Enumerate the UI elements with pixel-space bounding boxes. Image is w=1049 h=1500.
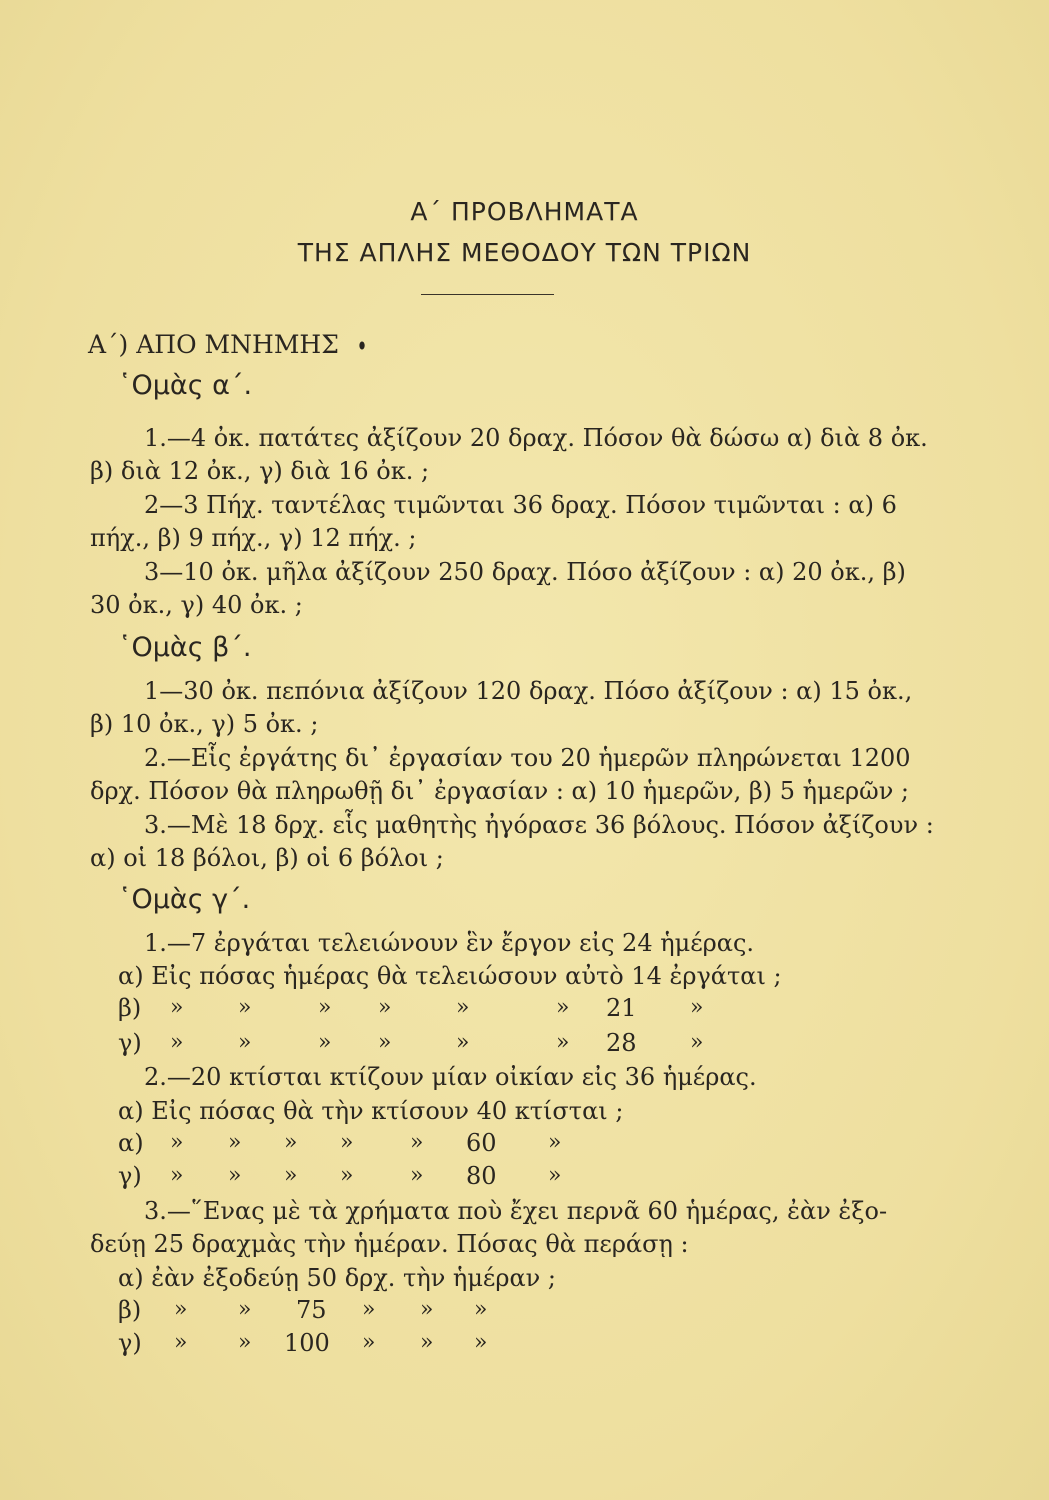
ditto-mark: » bbox=[170, 1163, 184, 1188]
ditto-mark: » bbox=[474, 1297, 488, 1322]
row-letter: γ) bbox=[118, 1162, 142, 1190]
ditto-mark: » bbox=[548, 1163, 562, 1188]
ditto-mark: » bbox=[284, 1163, 298, 1188]
ditto-mark: » bbox=[238, 1297, 252, 1322]
group-b-line: α) οἱ 18 βόλοι, β) οἱ 6 βόλοι ; bbox=[90, 844, 444, 872]
ditto-mark: » bbox=[174, 1297, 188, 1322]
ditto-mark: » bbox=[170, 1030, 184, 1055]
ditto-mark: » bbox=[474, 1330, 488, 1355]
ditto-mark: » bbox=[362, 1330, 376, 1355]
ditto-mark: » bbox=[318, 995, 332, 1020]
ditto-mark: » bbox=[456, 1030, 470, 1055]
group-a-line: πήχ., β) 9 πήχ., γ) 12 πήχ. ; bbox=[90, 524, 417, 552]
group-a-line: 30 ὀκ., γ) 40 ὀκ. ; bbox=[90, 591, 303, 619]
ditto-mark: » bbox=[410, 1130, 424, 1155]
group-c-line: α) ἐὰν ἐξοδεύῃ 50 δρχ. τὴν ἡμέραν ; bbox=[118, 1264, 556, 1292]
ditto-mark: » bbox=[420, 1330, 434, 1355]
page-subtitle: ΤΗΣ ΑΠΛΗΣ ΜΕΘΟΔΟΥ ΤΩΝ ΤΡΙΩΝ bbox=[297, 238, 752, 267]
ditto-mark: » bbox=[420, 1297, 434, 1322]
ditto-mark: » bbox=[170, 995, 184, 1020]
ditto-mark: » bbox=[340, 1163, 354, 1188]
row-value: 75 bbox=[296, 1296, 327, 1324]
section-heading bbox=[88, 330, 365, 362]
ditto-mark: » bbox=[556, 1030, 570, 1055]
group-a-line: 2—3 Πήχ. ταντέλας τιμῶνται 36 δραχ. Πόσον τιμῶνται : α) 6 bbox=[144, 491, 897, 519]
ditto-mark: » bbox=[378, 995, 392, 1020]
row-letter: γ) bbox=[118, 1029, 142, 1057]
ditto-mark: » bbox=[238, 1030, 252, 1055]
row-letter: β) bbox=[118, 1296, 142, 1324]
ditto-mark: » bbox=[174, 1330, 188, 1355]
ditto-row bbox=[0, 1161, 1049, 1191]
ink-mark-icon: ⬮ bbox=[358, 340, 366, 352]
ditto-mark: » bbox=[238, 995, 252, 1020]
ditto-mark: » bbox=[456, 995, 470, 1020]
group-c-line: α) Εἰς πόσας θὰ τὴν κτίσουν 40 κτίσται ; bbox=[118, 1097, 624, 1125]
group-b-line: 2.—Εἷς ἐργάτης δι᾽ ἐργασίαν του 20 ἡμερῶν πληρώνεται 1200 bbox=[144, 744, 911, 772]
title-rule bbox=[421, 294, 554, 295]
ditto-mark: » bbox=[318, 1030, 332, 1055]
ditto-row bbox=[0, 1295, 1049, 1325]
group-b-line: 3.—Μὲ 18 δρχ. εἷς μαθητὴς ἠγόρασε 36 βόλους. Πόσον ἀξίζουν : bbox=[144, 811, 934, 839]
row-value: 100 bbox=[284, 1329, 330, 1357]
ditto-mark: » bbox=[690, 1030, 704, 1055]
group-b-line: 1—30 ὀκ. πεπόνια ἀξίζουν 120 δραχ. Πόσο ἀξίζουν : α) 15 ὀκ., bbox=[144, 677, 913, 705]
row-value: 60 bbox=[466, 1129, 497, 1157]
group-a-line: β) διὰ 12 ὀκ., γ) διὰ 16 ὀκ. ; bbox=[90, 457, 430, 485]
ditto-mark: » bbox=[410, 1163, 424, 1188]
ditto-mark: » bbox=[228, 1163, 242, 1188]
group-b-line: δρχ. Πόσον θὰ πληρωθῇ δι᾽ ἐργασίαν : α) 10 ἡμερῶν, β) 5 ἡμερῶν ; bbox=[90, 777, 909, 805]
group-c-line: 1.—7 ἐργάται τελειώνουν ἓν ἔργον εἰς 24 ἡμέρας. bbox=[144, 929, 755, 957]
row-value: 80 bbox=[466, 1162, 497, 1190]
group-c-line: 3.—῞Ενας μὲ τὰ χρήματα ποὺ ἔχει περνᾶ 60 ἡμέρας, ἐὰν ἐξο- bbox=[144, 1197, 888, 1225]
ditto-mark: » bbox=[362, 1297, 376, 1322]
ditto-mark: » bbox=[228, 1130, 242, 1155]
group-a-line: 3—10 ὀκ. μῆλα ἀξίζουν 250 δραχ. Πόσο ἀξίζουν : α) 20 ὀκ., β) bbox=[144, 558, 906, 586]
row-value: 21 bbox=[606, 994, 637, 1022]
row-letter: α) bbox=[118, 1129, 144, 1157]
page-title: Α΄ ΠΡΟΒΛΗΜΑΤΑ bbox=[410, 197, 639, 226]
row-letter: β) bbox=[118, 994, 142, 1022]
group-c-line: 2.—20 κτίσται κτίζουν μίαν οἰκίαν εἰς 36 ἡμέρας. bbox=[144, 1063, 757, 1091]
group-c-heading: ῾Ομὰς γ΄. bbox=[118, 884, 251, 915]
ditto-row bbox=[0, 993, 1049, 1023]
ditto-mark: » bbox=[238, 1330, 252, 1355]
group-c-line: α) Εἰς πόσας ἡμέρας θὰ τελειώσουν αὐτὸ 14 ἐργάται ; bbox=[118, 962, 782, 990]
ditto-mark: » bbox=[548, 1130, 562, 1155]
ditto-row bbox=[0, 1128, 1049, 1158]
ditto-mark: » bbox=[340, 1130, 354, 1155]
ditto-row bbox=[0, 1028, 1049, 1058]
row-letter: γ) bbox=[118, 1329, 142, 1357]
ditto-mark: » bbox=[378, 1030, 392, 1055]
section-label: Α΄) ΑΠΟ ΜΝΗΜΗΣ bbox=[88, 330, 339, 359]
group-b-heading: ῾Ομὰς β΄. bbox=[118, 632, 252, 663]
row-value: 28 bbox=[606, 1029, 637, 1057]
ditto-mark: » bbox=[170, 1130, 184, 1155]
ditto-mark: » bbox=[284, 1130, 298, 1155]
group-c-line: δεύῃ 25 δραχμὰς τὴν ἡμέραν. Πόσας θὰ περάσῃ : bbox=[90, 1230, 689, 1258]
ditto-mark: » bbox=[690, 995, 704, 1020]
group-b-line: β) 10 ὀκ., γ) 5 ὀκ. ; bbox=[90, 710, 319, 738]
group-a-line: 1.—4 ὀκ. πατάτες ἀξίζουν 20 δραχ. Πόσον θὰ δώσω α) διὰ 8 ὀκ. bbox=[144, 424, 928, 452]
group-a-heading: ῾Ομὰς α΄. bbox=[118, 370, 253, 401]
ditto-row bbox=[0, 1328, 1049, 1358]
ditto-mark: » bbox=[556, 995, 570, 1020]
